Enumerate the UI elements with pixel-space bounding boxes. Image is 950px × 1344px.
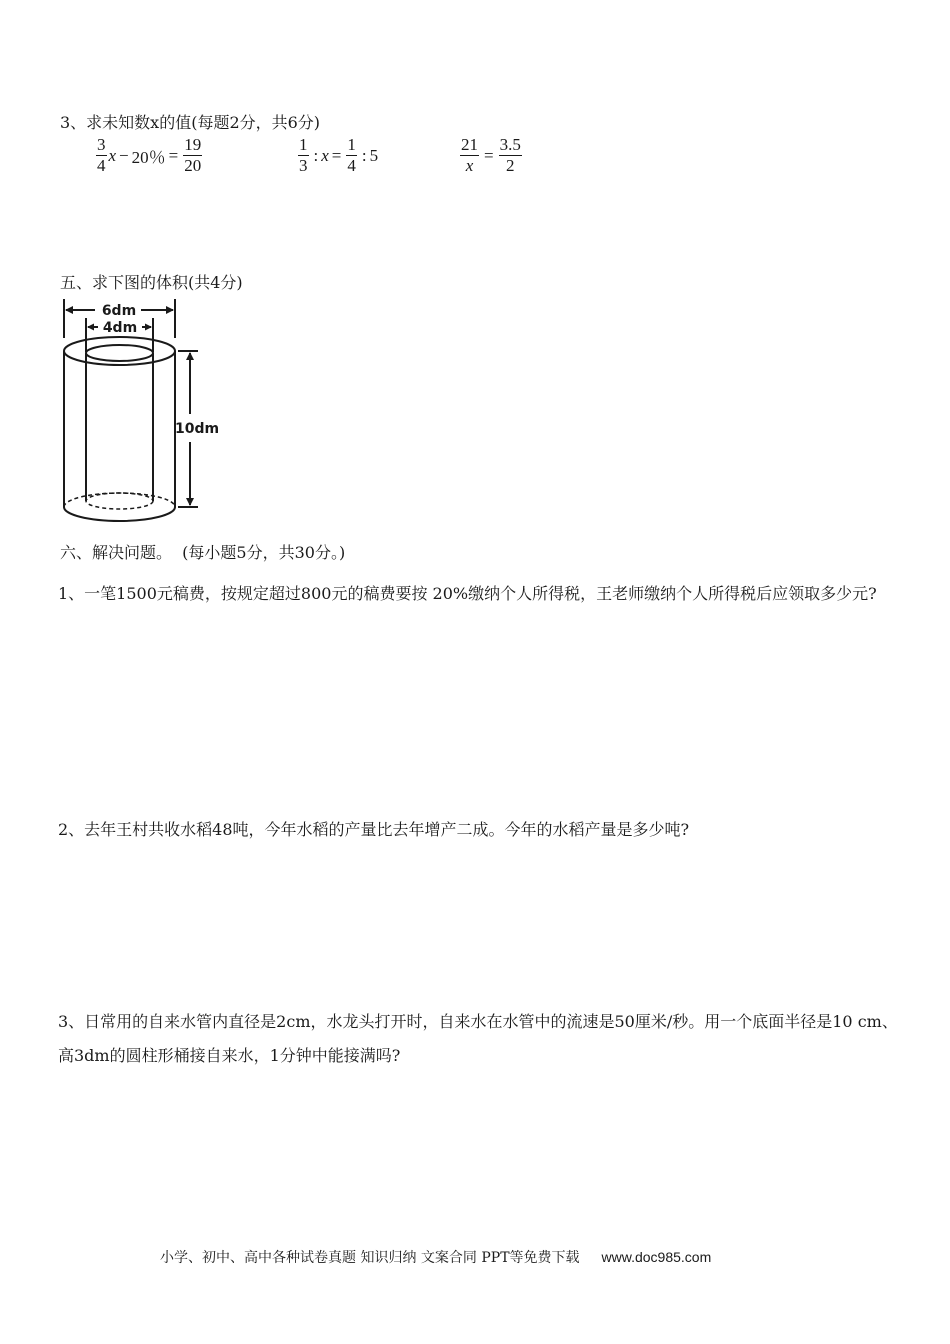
equation-2 <box>296 135 378 176</box>
eq1-coefficient <box>96 135 107 176</box>
eq1-rhs-den: 20 <box>184 156 202 175</box>
eq1-rhs-num: 19 <box>184 135 202 154</box>
eq2-ratio-1: : <box>313 145 319 165</box>
q3-heading: 3、求未知数x的值(每题2分，共6分) <box>60 113 321 132</box>
eq3-rhs-den: 2 <box>505 156 515 175</box>
eq2-a <box>298 135 309 176</box>
eq2-b <box>346 135 357 176</box>
eq3-lhs-num: 21 <box>461 135 478 154</box>
eq2-b-den: 4 <box>347 156 356 175</box>
eq3-rhs-num: 3.5 <box>499 135 521 154</box>
eq1-var: x <box>108 145 117 165</box>
inner-dim-arrow-left <box>87 324 94 331</box>
eq2-equals: = <box>331 145 342 165</box>
problem-1: 1、一笔1500元稿费，按规定超过800元的稿费要按 20%缴纳个人所得税，王老师缴纳个人所得税后应领取多少元? <box>58 584 877 603</box>
eq2-c: 5 <box>369 145 379 165</box>
outer-dim-arrow-right <box>166 306 174 314</box>
eq3-rhs <box>499 135 522 176</box>
equation-3 <box>458 135 524 176</box>
height-label: 10dm <box>175 421 220 437</box>
equation-1 <box>94 135 204 176</box>
eq1-rhs <box>183 135 202 176</box>
problem-3: 3、日常用的自来水管内直径是2cm，水龙头打开时，自来水在水管中的流速是50厘米/秒。用一个底面半径是10 cm、高3dm的圆柱形桶接自来水，1分钟中能接满吗? <box>58 1012 898 1065</box>
eq1-minus: − <box>119 145 129 165</box>
inner-top-ellipse <box>86 345 153 361</box>
eq1-coef-den: 4 <box>97 156 106 175</box>
outer-dim-arrow-left <box>65 306 73 314</box>
eq3-lhs <box>460 135 479 176</box>
section6-heading: 六、解决问题。 (每小题5分，共30分。) <box>60 543 346 562</box>
inner-dim-arrow-right <box>145 324 152 331</box>
outer-diameter-label: 6dm <box>101 303 137 319</box>
footer-text: 小学、初中、高中各种试卷真题 知识归纳 文案合同 PPT等免费下载 <box>160 1250 580 1266</box>
eq3-lhs-den: x <box>465 156 474 175</box>
outer-bottom-back-arc <box>64 493 175 507</box>
inner-diameter-label: 4dm <box>102 320 138 336</box>
height-dim-arrow-bottom <box>186 498 194 506</box>
eq2-a-num: 1 <box>299 135 308 154</box>
eq3-equals: = <box>484 145 494 165</box>
inner-bottom-ellipse <box>86 493 153 509</box>
footer-url[interactable]: www.doc985.com <box>601 1249 712 1265</box>
eq2-ratio-2: : <box>361 145 367 165</box>
hollow-cylinder-figure <box>55 296 235 528</box>
eq1-coef-num: 3 <box>97 135 106 154</box>
section5-heading: 五、求下图的体积(共4分) <box>60 273 243 292</box>
eq1-equals: = <box>168 145 179 165</box>
problem-2: 2、去年王村共收水稻48吨，今年水稻的产量比去年增产二成。今年的水稻产量是多少吨? <box>58 820 690 839</box>
eq1-percent: 20％ <box>131 148 166 167</box>
page-footer <box>160 1247 711 1267</box>
eq2-a-den: 3 <box>299 156 308 175</box>
eq2-var: x <box>321 145 329 165</box>
eq2-b-num: 1 <box>347 135 356 154</box>
height-dim-arrow-top <box>186 352 194 360</box>
